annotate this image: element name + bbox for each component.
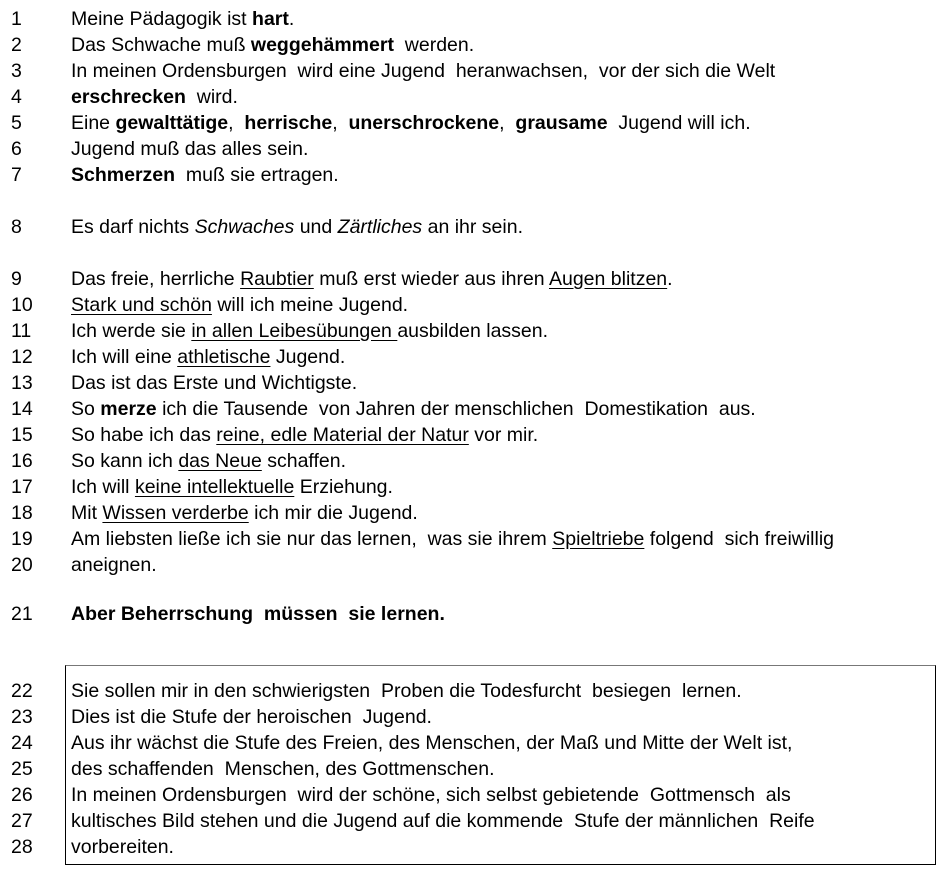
bold-text: hart [252,8,289,30]
text-segment: . [667,268,673,290]
line-number: 27 [11,810,33,832]
text-segment: Eine [71,112,116,134]
line-number: 26 [11,784,33,806]
text-segment: werden. [393,34,475,56]
text-segment: Das ist das Erste und Wichtigste. [71,372,358,394]
line-number: 13 [11,372,33,394]
line-text [71,704,432,730]
line-text [71,214,523,240]
underlined-text: Spieltriebe [552,528,645,550]
bold-text: merze [100,398,157,420]
line-number: 7 [11,164,22,186]
underlined-text: Stark und schön [71,294,212,316]
line-text [71,396,756,422]
text-segment: an ihr sein. [422,216,523,238]
text-segment: folgend sich freiwillig [644,528,835,550]
line-text [71,730,792,756]
text-segment: muß erst wieder aus ihren [313,268,549,290]
text-segment: So [71,398,101,420]
line-number: 12 [11,346,33,368]
text-segment: So habe ich das [71,424,217,446]
line-number: 23 [11,706,33,728]
line-number: 21 [11,603,33,625]
line-text [71,162,339,188]
line-text [71,32,474,58]
line-number: 8 [11,216,22,238]
line-text [71,110,751,136]
bold-text: weggehämmert [250,34,394,56]
line-number: 17 [11,476,33,498]
text-segment: und [294,216,338,238]
text-segment: Ich will [71,476,135,498]
underlined-text: Raubtier [240,268,314,290]
italic-text: Schwaches [194,216,295,238]
line-number: 20 [11,554,33,576]
line-text [71,136,308,162]
underlined-text: Augen blitzen [548,268,668,290]
line-text [71,84,238,110]
line-text [71,601,445,627]
text-segment: , [499,112,516,134]
line-number: 9 [11,268,22,290]
line-number: 24 [11,732,33,754]
text-segment: Erziehung. [294,476,393,498]
text-segment: Sie sollen mir in den schwierigsten Proben die Todesfurcht besiegen lernen. [71,680,742,702]
text-segment: will ich meine Jugend. [211,294,409,316]
text-segment: So kann ich [71,450,179,472]
text-segment: muß sie ertragen. [175,164,339,186]
line-number: 14 [11,398,33,420]
line-text [71,6,294,32]
text-segment: Es darf nichts [71,216,195,238]
bold-text: Schmerzen [71,164,176,186]
bold-text: unerschrockene [348,112,500,134]
text-segment: Dies ist die Stufe der heroischen Jugend. [71,706,432,728]
text-segment: vorbereiten. [71,836,174,858]
line-number: 6 [11,138,22,160]
text-segment: ich die Tausende von Jahren der menschlichen Domestikation aus. [156,398,756,420]
line-number: 19 [11,528,33,550]
bold-text: erschrecken [71,86,186,108]
text-segment: In meinen Ordensburgen wird der schöne, sich selbst gebietende Gottmensch als [71,784,791,806]
line-number: 1 [11,8,22,30]
line-number: 3 [11,60,22,82]
line-text [71,526,834,552]
line-number: 25 [11,758,33,780]
line-text [71,808,815,834]
text-segment: Jugend will ich. [607,112,751,134]
line-text [71,756,495,782]
line-text [71,678,742,704]
text-segment: Das freie, herrliche [71,268,241,290]
bold-text: grausame [515,112,608,134]
text-segment: ich mir die Jugend. [248,502,418,524]
text-segment: Jugend. [270,346,346,368]
line-number: 15 [11,424,33,446]
line-text [71,292,408,318]
line-number: 22 [11,680,33,702]
underlined-text: Wissen verderbe [102,502,249,524]
line-text [71,58,775,84]
line-number: 28 [11,836,33,858]
text-segment: , [332,112,349,134]
line-text [71,266,673,292]
text-segment: , [228,112,245,134]
text-segment: vor mir. [468,424,539,446]
line-number: 11 [11,320,32,342]
line-text [71,344,345,370]
line-text [71,448,346,474]
text-segment: Ich werde sie [71,320,192,342]
bold-text: gewalttätige [115,112,229,134]
text-segment: Das Schwache muß [71,34,251,56]
underlined-text: reine, edle Material der Natur [216,424,469,446]
line-text [71,370,357,396]
bold-text: Aber Beherrschung müssen sie lernen. [71,603,445,625]
line-number: 18 [11,502,33,524]
underlined-text: athletische [177,346,271,368]
line-number: 4 [11,86,22,108]
line-text [71,552,157,578]
text-segment: des schaffenden Menschen, des Gottmenschen. [71,758,495,780]
text-segment: Jugend muß das alles sein. [71,138,309,160]
text-segment: aneignen. [71,554,157,576]
line-number: 2 [11,34,22,56]
line-text [71,474,393,500]
line-number: 10 [11,294,33,316]
text-segment: schaffen. [261,450,347,472]
underlined-text: das Neue [178,450,262,472]
bold-text: herrische [244,112,333,134]
text-segment: wird. [185,86,238,108]
italic-text: Zärtliches [337,216,423,238]
text-segment: ausbilden lassen. [397,320,549,342]
text-segment: kultisches Bild stehen und die Jugend auf die kommende Stufe der männlichen Reife [71,810,815,832]
line-text [71,782,791,808]
text-segment: Am liebsten ließe ich sie nur das lernen, was sie ihrem [71,528,553,550]
underlined-text: in allen Leibesübungen [191,320,398,342]
text-segment: Ich will eine [71,346,178,368]
text-segment: In meinen Ordensburgen wird eine Jugend heranwachsen, vor der sich die Welt [71,60,776,82]
line-text [71,834,174,860]
line-number: 5 [11,112,22,134]
line-number: 16 [11,450,33,472]
line-text [71,422,538,448]
text-segment: . [288,8,295,30]
underlined-text: keine intellektuelle [134,476,295,498]
line-text [71,318,548,344]
text-segment: Aus ihr wächst die Stufe des Freien, des Menschen, der Maß und Mitte der Welt ist, [71,732,793,754]
text-segment: Meine Pädagogik ist [71,8,253,30]
text-segment: Mit [71,502,103,524]
line-text [71,500,418,526]
